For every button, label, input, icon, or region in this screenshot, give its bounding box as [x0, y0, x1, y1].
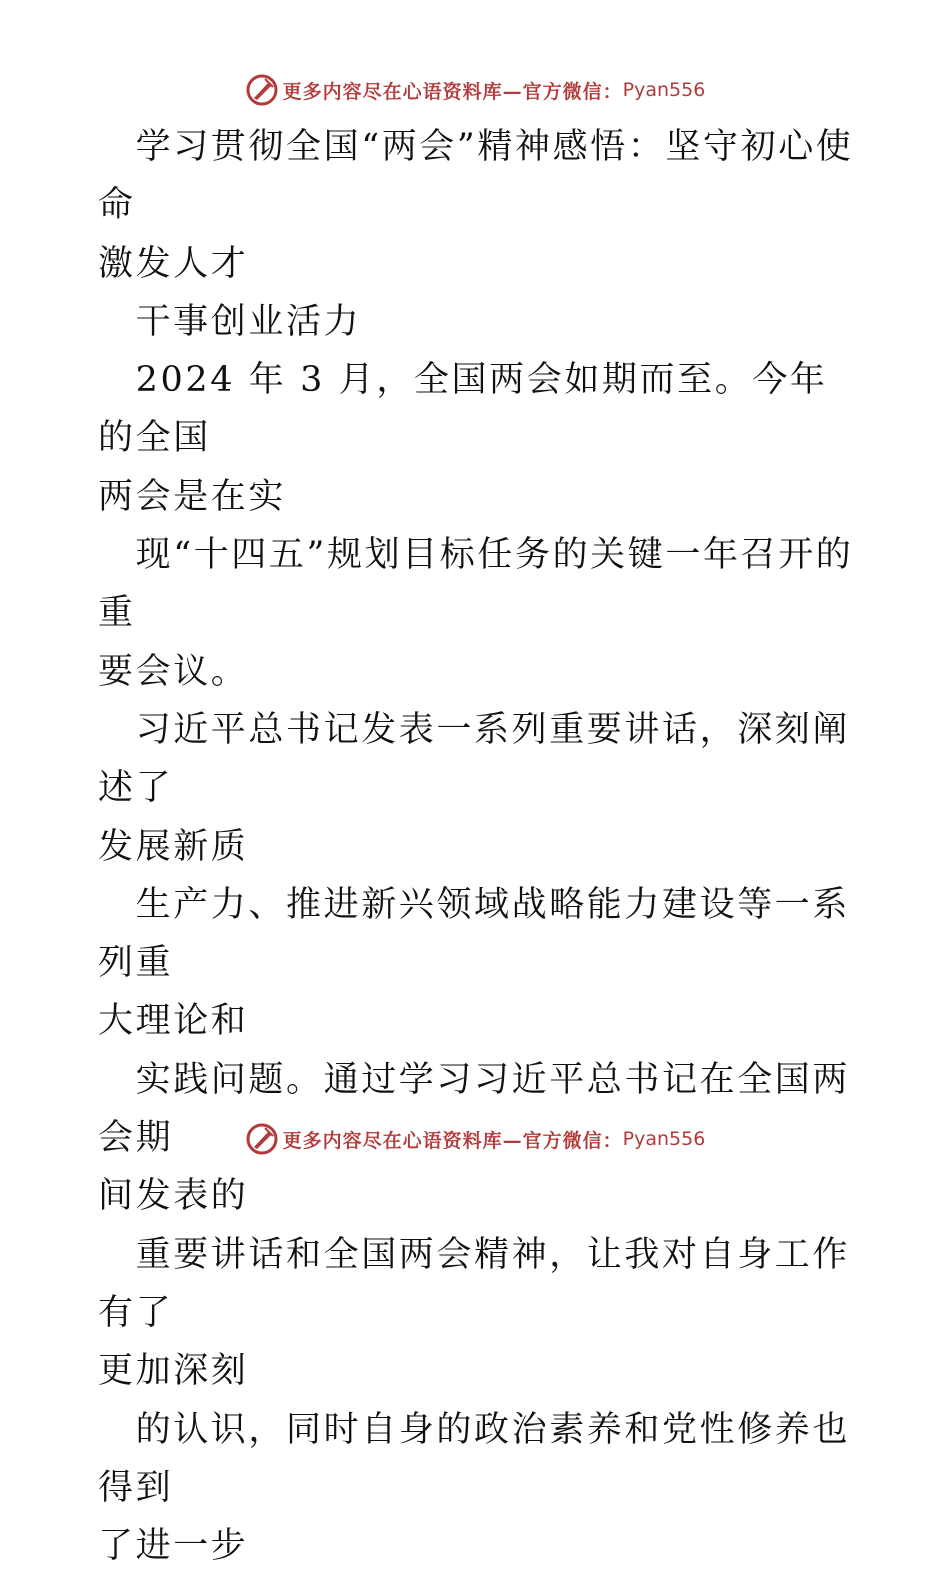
text-line: 激发人才	[98, 243, 249, 284]
text-line: 学习贯彻全国“两会”精神感悟：坚守初心使命	[98, 127, 854, 226]
quill-pen-logo-icon	[245, 1122, 279, 1156]
footer-banner-text: 更多内容尽在心语资料库—官方微信：	[282, 1129, 623, 1152]
text-line: 实践问题。通过学习习近平总书记在全国两会期	[98, 1059, 851, 1159]
text-line: 大理论和	[98, 1001, 249, 1042]
footer-banner	[0, 1119, 950, 1159]
text-line: 更加深刻	[98, 1351, 249, 1392]
text-line: 习近平总书记发表一系列重要讲话，深刻阐述了	[98, 709, 851, 809]
text-line: 干事创业活力	[98, 301, 362, 342]
text-line: 2024 年 3 月，全国两会如期而至。今年的全国	[98, 360, 828, 459]
text-line: 发展新质	[98, 826, 249, 867]
text-line: 生产力、推进新兴领域战略能力建设等一系列重	[98, 884, 851, 984]
document-body	[98, 118, 858, 1575]
text-line: 的认识，同时自身的政治素养和党性修养也得到	[98, 1409, 851, 1508]
quill-pen-logo-icon	[245, 73, 279, 107]
header-banner-text: 更多内容尽在心语资料库—官方微信：	[282, 80, 623, 103]
text-line: 现“十四五”规划目标任务的关键一年召开的重	[98, 535, 854, 634]
text-line: 间发表的	[98, 1176, 249, 1217]
footer-wechat-id: Pyan556	[622, 1128, 706, 1150]
text-line: 重要讲话和全国两会精神，让我对自身工作有了	[98, 1234, 851, 1333]
text-line: 了进一步	[98, 1526, 249, 1567]
text-line: 两会是在实	[98, 476, 287, 517]
header-banner	[0, 70, 950, 110]
header-wechat-id: Pyan556	[622, 79, 706, 101]
text-line: 要会议。	[98, 651, 249, 692]
